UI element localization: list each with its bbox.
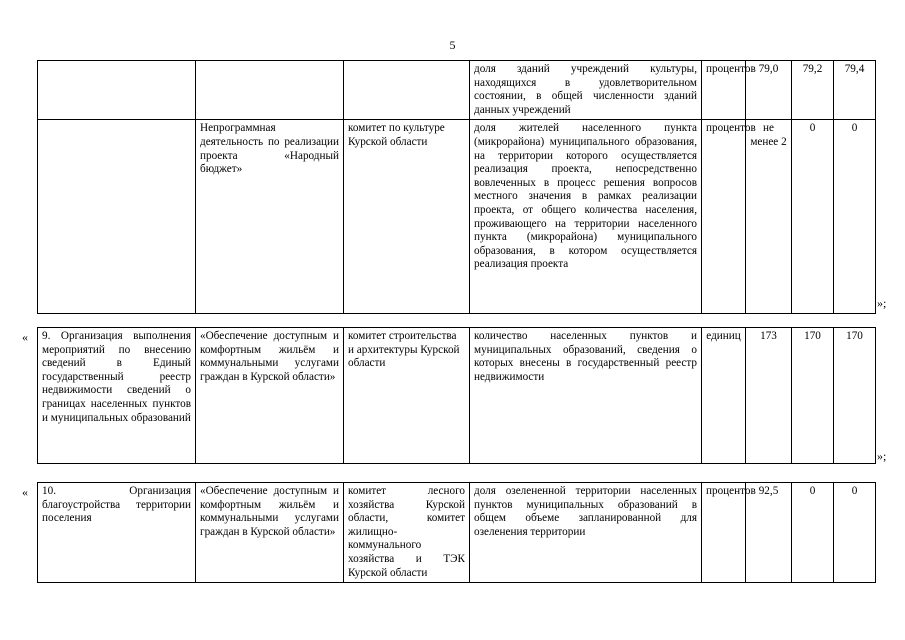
value-cell: 0: [834, 483, 876, 583]
value-cell: 170: [792, 328, 834, 464]
table-row: [38, 483, 876, 583]
indicator-table-measure-9: [37, 327, 876, 464]
measure-cell: 9. Организация выполнения мероприятий по внесению сведений в Единый государственный реестр недвижимости сведений о границах населенных пунктов и муниципальных образований: [38, 328, 196, 464]
table-row: [38, 328, 876, 464]
value-cell: не менее 2: [746, 120, 792, 314]
value-cell: 92,5: [746, 483, 792, 583]
executor-cell: комитет по культуре Курской области: [344, 120, 470, 314]
executor-cell: комитет лесного хозяйства Курской области, комитет жилищно-коммунального хозяйства и ТЭК Курской области: [344, 483, 470, 583]
opening-quote: «: [22, 330, 28, 344]
program-cell: «Обеспечение доступным и комфортным жильём и коммунальными услугами граждан в Курской области»: [196, 328, 344, 464]
executor-cell: комитет строительства и архитектуры Курской области: [344, 328, 470, 464]
unit-cell: единиц: [702, 328, 746, 464]
program-cell: «Обеспечение доступным и комфортным жильём и коммунальными услугами граждан в Курской области»: [196, 483, 344, 583]
value-cell: 173: [746, 328, 792, 464]
table-cell-empty: [344, 61, 470, 120]
value-cell: 79,4: [834, 61, 876, 120]
value-cell: 170: [834, 328, 876, 464]
indicator-cell: доля зданий учреждений культуры, находящихся в удовлетворительном состоянии, в общей численности зданий данных учреждений: [470, 61, 702, 120]
indicator-table-continued: [37, 60, 876, 314]
indicator-cell: количество населенных пунктов и муниципальных образований, сведения о которых внесены в государственный реестр недвижимости: [470, 328, 702, 464]
unit-cell: процентов: [702, 120, 746, 314]
unit-cell: процентов: [702, 483, 746, 583]
table-cell-empty: [38, 61, 196, 120]
table-row: [38, 120, 876, 314]
value-cell: 79,2: [792, 61, 834, 120]
value-cell: 0: [792, 483, 834, 583]
value-cell: 79,0: [746, 61, 792, 120]
value-cell: 0: [834, 120, 876, 314]
closing-quote: »;: [877, 296, 887, 310]
table-cell-empty: [196, 61, 344, 120]
indicator-cell: доля озелененной территории населенных пунктов муниципальных образований в общем объеме запланированной для озеленения территории: [470, 483, 702, 583]
value-cell: 0: [792, 120, 834, 314]
indicator-table-measure-10: [37, 482, 876, 583]
table-cell-empty: [38, 120, 196, 314]
activity-cell: Непрограммная деятельность по реализации проекта «Народный бюджет»: [196, 120, 344, 314]
page-number: 5: [449, 38, 456, 52]
opening-quote: «: [22, 485, 28, 499]
indicator-cell: доля жителей населенного пункта (микрорайона) муниципального образования, на территории которого осуществляется реализация проекта, непосредственно вовлеченных в процесс решения вопросов местного значения в рамках реализации проекта, от общего количества населения, проживающего на территории населенного пункта (микрорайона) муниципального образования, в котором осуществляется реализация проекта: [470, 120, 702, 314]
closing-quote: »;: [877, 449, 887, 463]
table-row: [38, 61, 876, 120]
measure-cell: 10. Организация благоустройства территории поселения: [38, 483, 196, 583]
unit-cell: процентов: [702, 61, 746, 120]
